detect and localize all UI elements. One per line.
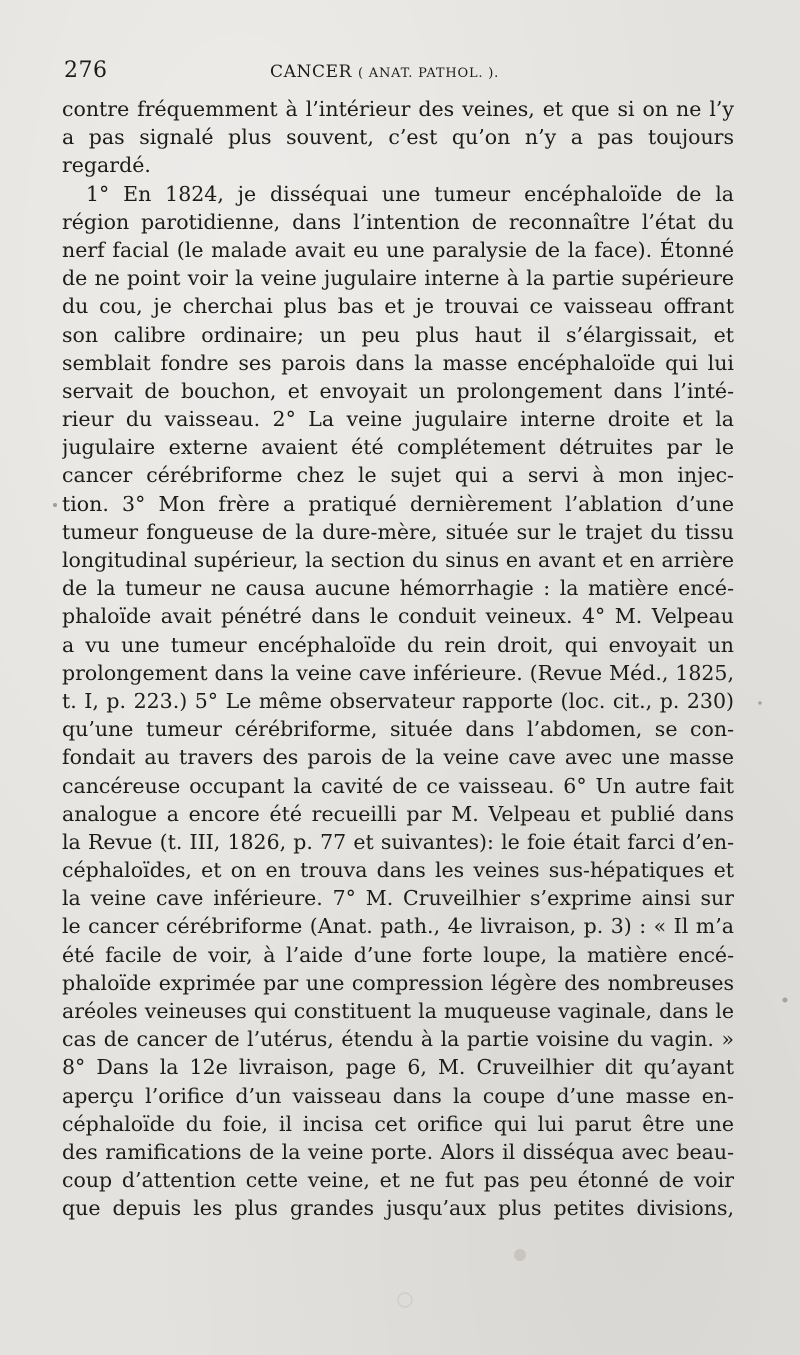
text-line: de ne point voir la veine jugulaire interne à la partie supérieure (62, 266, 734, 291)
text-line: a pas signalé plus souvent, c’est qu’on n’y a pas toujours (62, 125, 734, 150)
text-line: la veine cave inférieure. 7° M. Cruveilhier s’exprime ainsi sur (62, 886, 734, 911)
text-line: céphaloïdes, et on en trouva dans les veines sus-hépatiques et (62, 858, 734, 883)
ink-speck (53, 503, 57, 507)
text-line: coup d’attention cette veine, et ne fut pas peu étonné de voir (62, 1168, 734, 1193)
text-line: des ramifications de la veine porte. Alors il disséqua avec beau- (62, 1139, 734, 1164)
body-text (62, 95, 734, 1223)
text-line: tumeur fongueuse de la dure-mère, située sur le trajet du tissu (62, 519, 734, 544)
text-line: jugulaire externe avaient été complétement détruites par le (62, 435, 734, 460)
text-line: prolongement dans la veine cave inférieure. (Revue Méd., 1825, (62, 660, 734, 685)
text-line: t. I, p. 223.) 5° Le même observateur rapporte (loc. cit., p. 230) (62, 688, 734, 713)
ink-speck (398, 1293, 412, 1307)
text-line: du cou, je cherchai plus bas et je trouvai ce vaisseau offrant (62, 294, 734, 319)
ink-speck (514, 1249, 526, 1261)
text-line: aperçu l’orifice d’un vaisseau dans la coupe d’une masse en- (62, 1083, 734, 1108)
text-line: cancéreuse occupant la cavité de ce vaisseau. 6° Un autre fait (62, 773, 734, 798)
ink-speck (783, 998, 788, 1003)
text-line: fondait au travers des parois de la veine cave avec une masse (62, 745, 734, 770)
text-line: cas de cancer de l’utérus, étendu à la partie voisine du vagin. » (62, 1027, 734, 1052)
text-line: contre fréquemment à l’intérieur des veines, et que si on ne l’y (62, 97, 734, 121)
running-head-main: CANCER (270, 62, 352, 82)
text-line: semblait fondre ses parois dans la masse encéphaloïde qui lui (62, 350, 734, 375)
ink-speck (758, 701, 762, 705)
text-line: son calibre ordinaire; un peu plus haut il s’élargissait, et (62, 322, 734, 347)
text-line: a vu une tumeur encéphaloïde du rein droit, qui envoyait un (62, 632, 734, 657)
text-line: le cancer cérébriforme (Anat. path., 4e livraison, p. 3) : « Il m’a (62, 914, 734, 939)
text-line: analogue a encore été recueilli par M. Velpeau et publié dans (62, 801, 734, 826)
text-line: nerf facial (le malade avait eu une paralysie de la face). Étonné (62, 237, 734, 262)
running-head-subtitle: ( ANAT. PATHOL. ). (358, 66, 500, 81)
text-line: région parotidienne, dans l’intention de reconnaître l’état du (62, 209, 734, 234)
text-line: cancer cérébriforme chez le sujet qui a servi à mon injec- (62, 463, 734, 488)
text-line: aréoles veineuses qui constituent la muqueuse vaginale, dans le (62, 999, 734, 1023)
running-head (270, 62, 499, 82)
text-line: longitudinal supérieur, la section du sinus en avant et en arrière (62, 548, 734, 572)
text-line: rieur du vaisseau. 2° La veine jugulaire interne droite et la (62, 407, 734, 432)
text-line: tion. 3° Mon frère a pratiqué dernièrement l’ablation d’une (62, 491, 734, 516)
text-line: qu’une tumeur cérébriforme, située dans l’abdomen, se con- (62, 717, 734, 742)
text-line: céphaloïde du foie, il incisa cet orifice qui lui parut être une (62, 1111, 734, 1136)
text-line: que depuis les plus grandes jusqu’aux plus petites divisions, (62, 1196, 734, 1221)
text-line: regardé. (62, 153, 151, 178)
text-line: phaloïde exprimée par une compression légère des nombreuses (62, 970, 734, 995)
text-line: de la tumeur ne causa aucune hémorrhagie : la matière encé- (62, 576, 734, 601)
text-line: été facile de voir, à l’aide d’une forte loupe, la matière encé- (62, 942, 734, 967)
page-header (64, 58, 734, 88)
page-number: 276 (64, 58, 108, 83)
text-line: 8° Dans la 12e livraison, page 6, M. Cruveilhier dit qu’ayant (62, 1055, 734, 1080)
text-line: phaloïde avait pénétré dans le conduit veineux. 4° M. Velpeau (62, 604, 734, 629)
text-line: 1° En 1824, je disséquai une tumeur encéphaloïde de la (86, 181, 734, 206)
text-line: la Revue (t. III, 1826, p. 77 et suivantes): le foie était farci d’en- (62, 829, 734, 854)
text-line: servait de bouchon, et envoyait un prolongement dans l’inté- (62, 378, 734, 403)
